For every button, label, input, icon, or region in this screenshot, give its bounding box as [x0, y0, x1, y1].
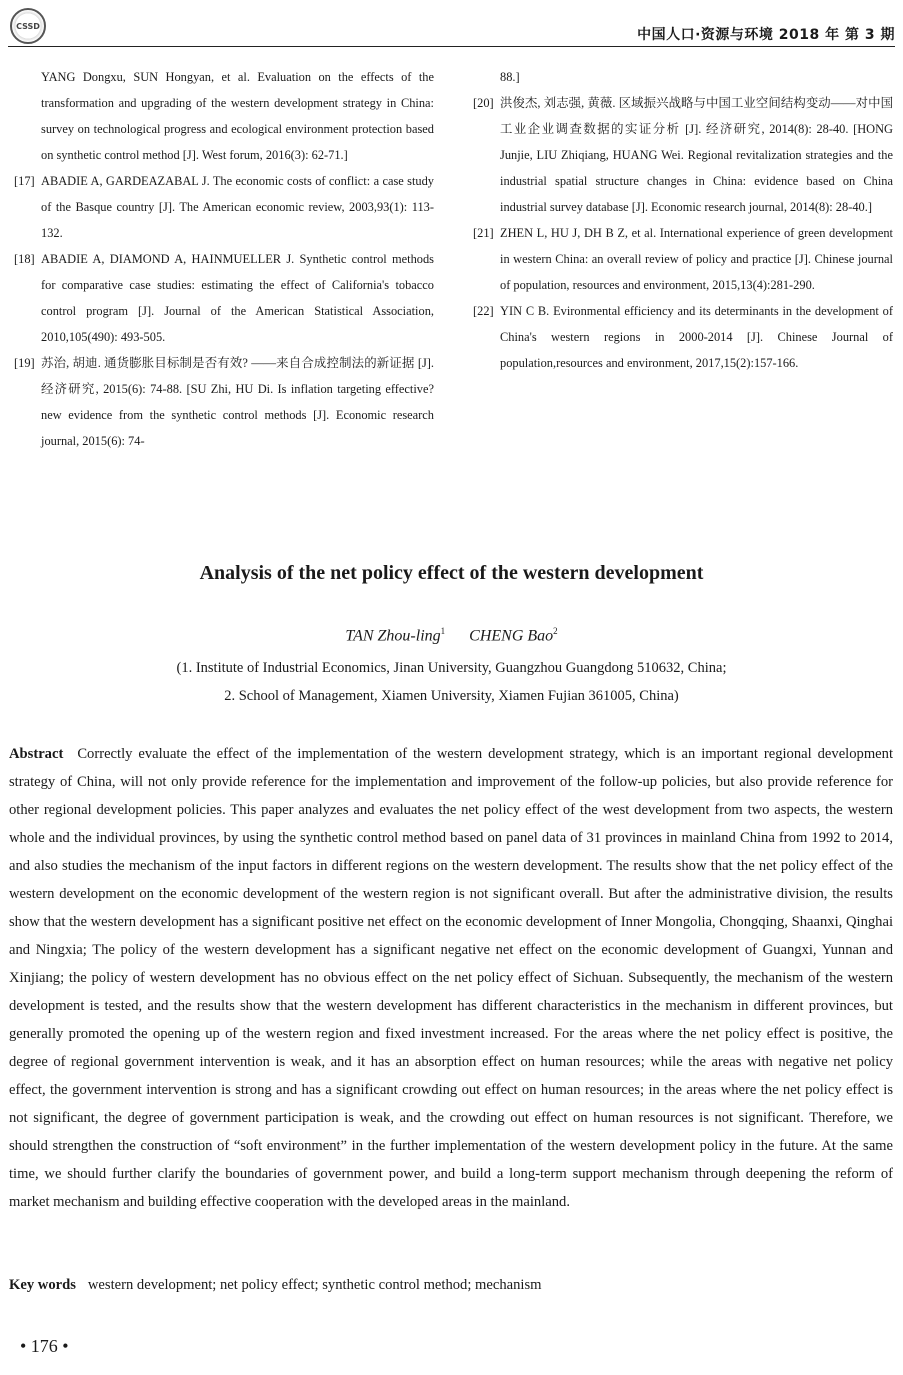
reference-number: [21] [473, 226, 494, 240]
reference-number: [18] [14, 252, 35, 266]
references-right-column [473, 64, 893, 376]
reference-text: ABADIE A, DIAMOND A, HAINMUELLER J. Synthetic control methods for comparative case studies: estimating the effect of California's tobacco control program [J]. Journal of the American Statistical Association, 2010,105(490): 493-505. [41, 252, 434, 344]
reference-item [473, 90, 893, 220]
keywords-label: Key words [9, 1277, 76, 1293]
affiliation-2: 2. School of Management, Xiamen University, Xiamen Fujian 361005, China) [224, 688, 679, 704]
reference-text: ZHEN L, HU J, DH B Z, et al. International experience of green development in western China: an overall review of policy and practice [J]. Chinese journal of population, resources and environment, 2015,13(4):281-290. [500, 226, 893, 292]
reference-item [473, 64, 893, 90]
abstract-section [9, 740, 893, 1216]
reference-item [473, 298, 893, 376]
reference-text: ABADIE A, GARDEAZABAL J. The economic costs of conflict: a case study of the Basque country [J]. The American economic review, 2003,93(1): 113-132. [41, 174, 434, 240]
reference-text: YANG Dongxu, SUN Hongyan, et al. Evaluation on the effects of the transformation and upgrading of the western development strategy in China: survey on technological progress and ecological environment protection based on synthetic control method [J]. West forum, 2016(3): 62-71.] [41, 70, 434, 162]
reference-text: YIN C B. Evironmental efficiency and its determinants in the development of China's western regions in 2000-2014 [J]. Chinese Journal of population,resources and environment, 2017,15(2):157-166. [500, 304, 893, 370]
reference-text: 洪俊杰, 刘志强, 黄薇. 区域振兴战略与中国工业空间结构变动——对中国工业企业调查数据的实证分析 [J]. 经济研究, 2014(8): 28-40. [HONG Junjie, LIU Zhiqiang, HUANG Wei. Regional revitalization strategies and the industrial spatial structure changes in China: evidence based on China industrial survey database [J]. Economic research journal, 2014(8): 28-40.] [500, 96, 893, 214]
reference-number: [22] [473, 304, 494, 318]
journal-logo: CSSD [10, 8, 46, 44]
keywords-section [9, 1271, 893, 1299]
page-number: • 176 • [20, 1336, 69, 1356]
abstract-text: Correctly evaluate the effect of the implementation of the western development strategy, which is an important regional development strategy of China, will not only provide reference for the implementation and improvement of the follow-up policies, but also provide reference for other regional development policies. This paper analyzes and evaluates the net policy effect of the west development from two aspects, the western whole and the individual provinces, by using the synthetic control method based on panel data of 31 provinces in mainland China from 1992 to 2014, and also studies the mechanism of the input factors in different regions on the western development. The results show that the net policy effect of the western development on the economic development of the western region is not significant overall. But after the administrative division, the results show that the western development has a significant positive net effect on the economic development of Inner Mongolia, Chongqing, Shaanxi, Qinghai and Ningxia; The policy of the western development has a significant negative net effect on the economic development of Guangxi, Yunnan and Xinjiang; the policy of western development has no obvious effect on the net policy effect of Sichuan. Subsequently, the mechanism of the western development is tested, and the results show that the western development has different characteristics in the mechanism in different provinces, but generally promoted the opening up of the western region and fixed investment increased. For the areas where the net policy effect is positive, the degree of regional government intervention is weak, and it has an absorption effect on human resources; while the areas with negative net policy effect, the government intervention is strong and has a significant crowding out effect on human resources; in the areas where the net policy effect is not significant, the degree of government participation is weak, and the crowding out effect on human resources is not significant. Therefore, we should strengthen the construction of “soft environment” in the further implementation of the western development policy in the future. At the same time, we should further clarify the boundaries of government power, and build a long-term support mechanism through deepening the reform of market mechanism and building effective cooperation with the developed areas in the mainland. [9, 746, 893, 1210]
reference-text: 苏治, 胡迪. 通货膨胀目标制是否有效? ——来自合成控制法的新证据 [J]. 经济研究, 2015(6): 74-88. [SU Zhi, HU Di. Is inflation targeting effective? new evidence from the synthetic control methods [J]. Economic research journal, 2015(6): 74- [41, 356, 434, 448]
reference-text: 88.] [500, 70, 520, 84]
reference-number: [20] [473, 96, 494, 110]
article-title: Analysis of the net policy effect of the western development [199, 562, 704, 584]
author-line [0, 626, 903, 645]
author-name: CHENG Bao [469, 627, 554, 645]
journal-info: 中国人口·资源与环境 2018 年 第 3 期 [637, 27, 895, 43]
affiliation-1: (1. Institute of Industrial Economics, Jinan University, Guangzhou Guangdong 510632, China; [176, 660, 727, 676]
reference-item [14, 168, 434, 246]
keywords-text: western development; net policy effect; synthetic control method; mechanism [87, 1277, 542, 1293]
author-affiliation-marker: 1 [440, 626, 446, 636]
page-header [8, 6, 895, 47]
reference-item [473, 220, 893, 298]
references-left-column [14, 64, 434, 454]
abstract-label: Abstract [9, 746, 64, 762]
reference-number: [17] [14, 174, 35, 188]
reference-item [14, 64, 434, 168]
author-affiliation-marker: 2 [553, 626, 558, 636]
reference-item [14, 246, 434, 350]
author-name: TAN Zhou-ling [345, 627, 441, 645]
reference-item [14, 350, 434, 454]
reference-number: [19] [14, 356, 35, 370]
